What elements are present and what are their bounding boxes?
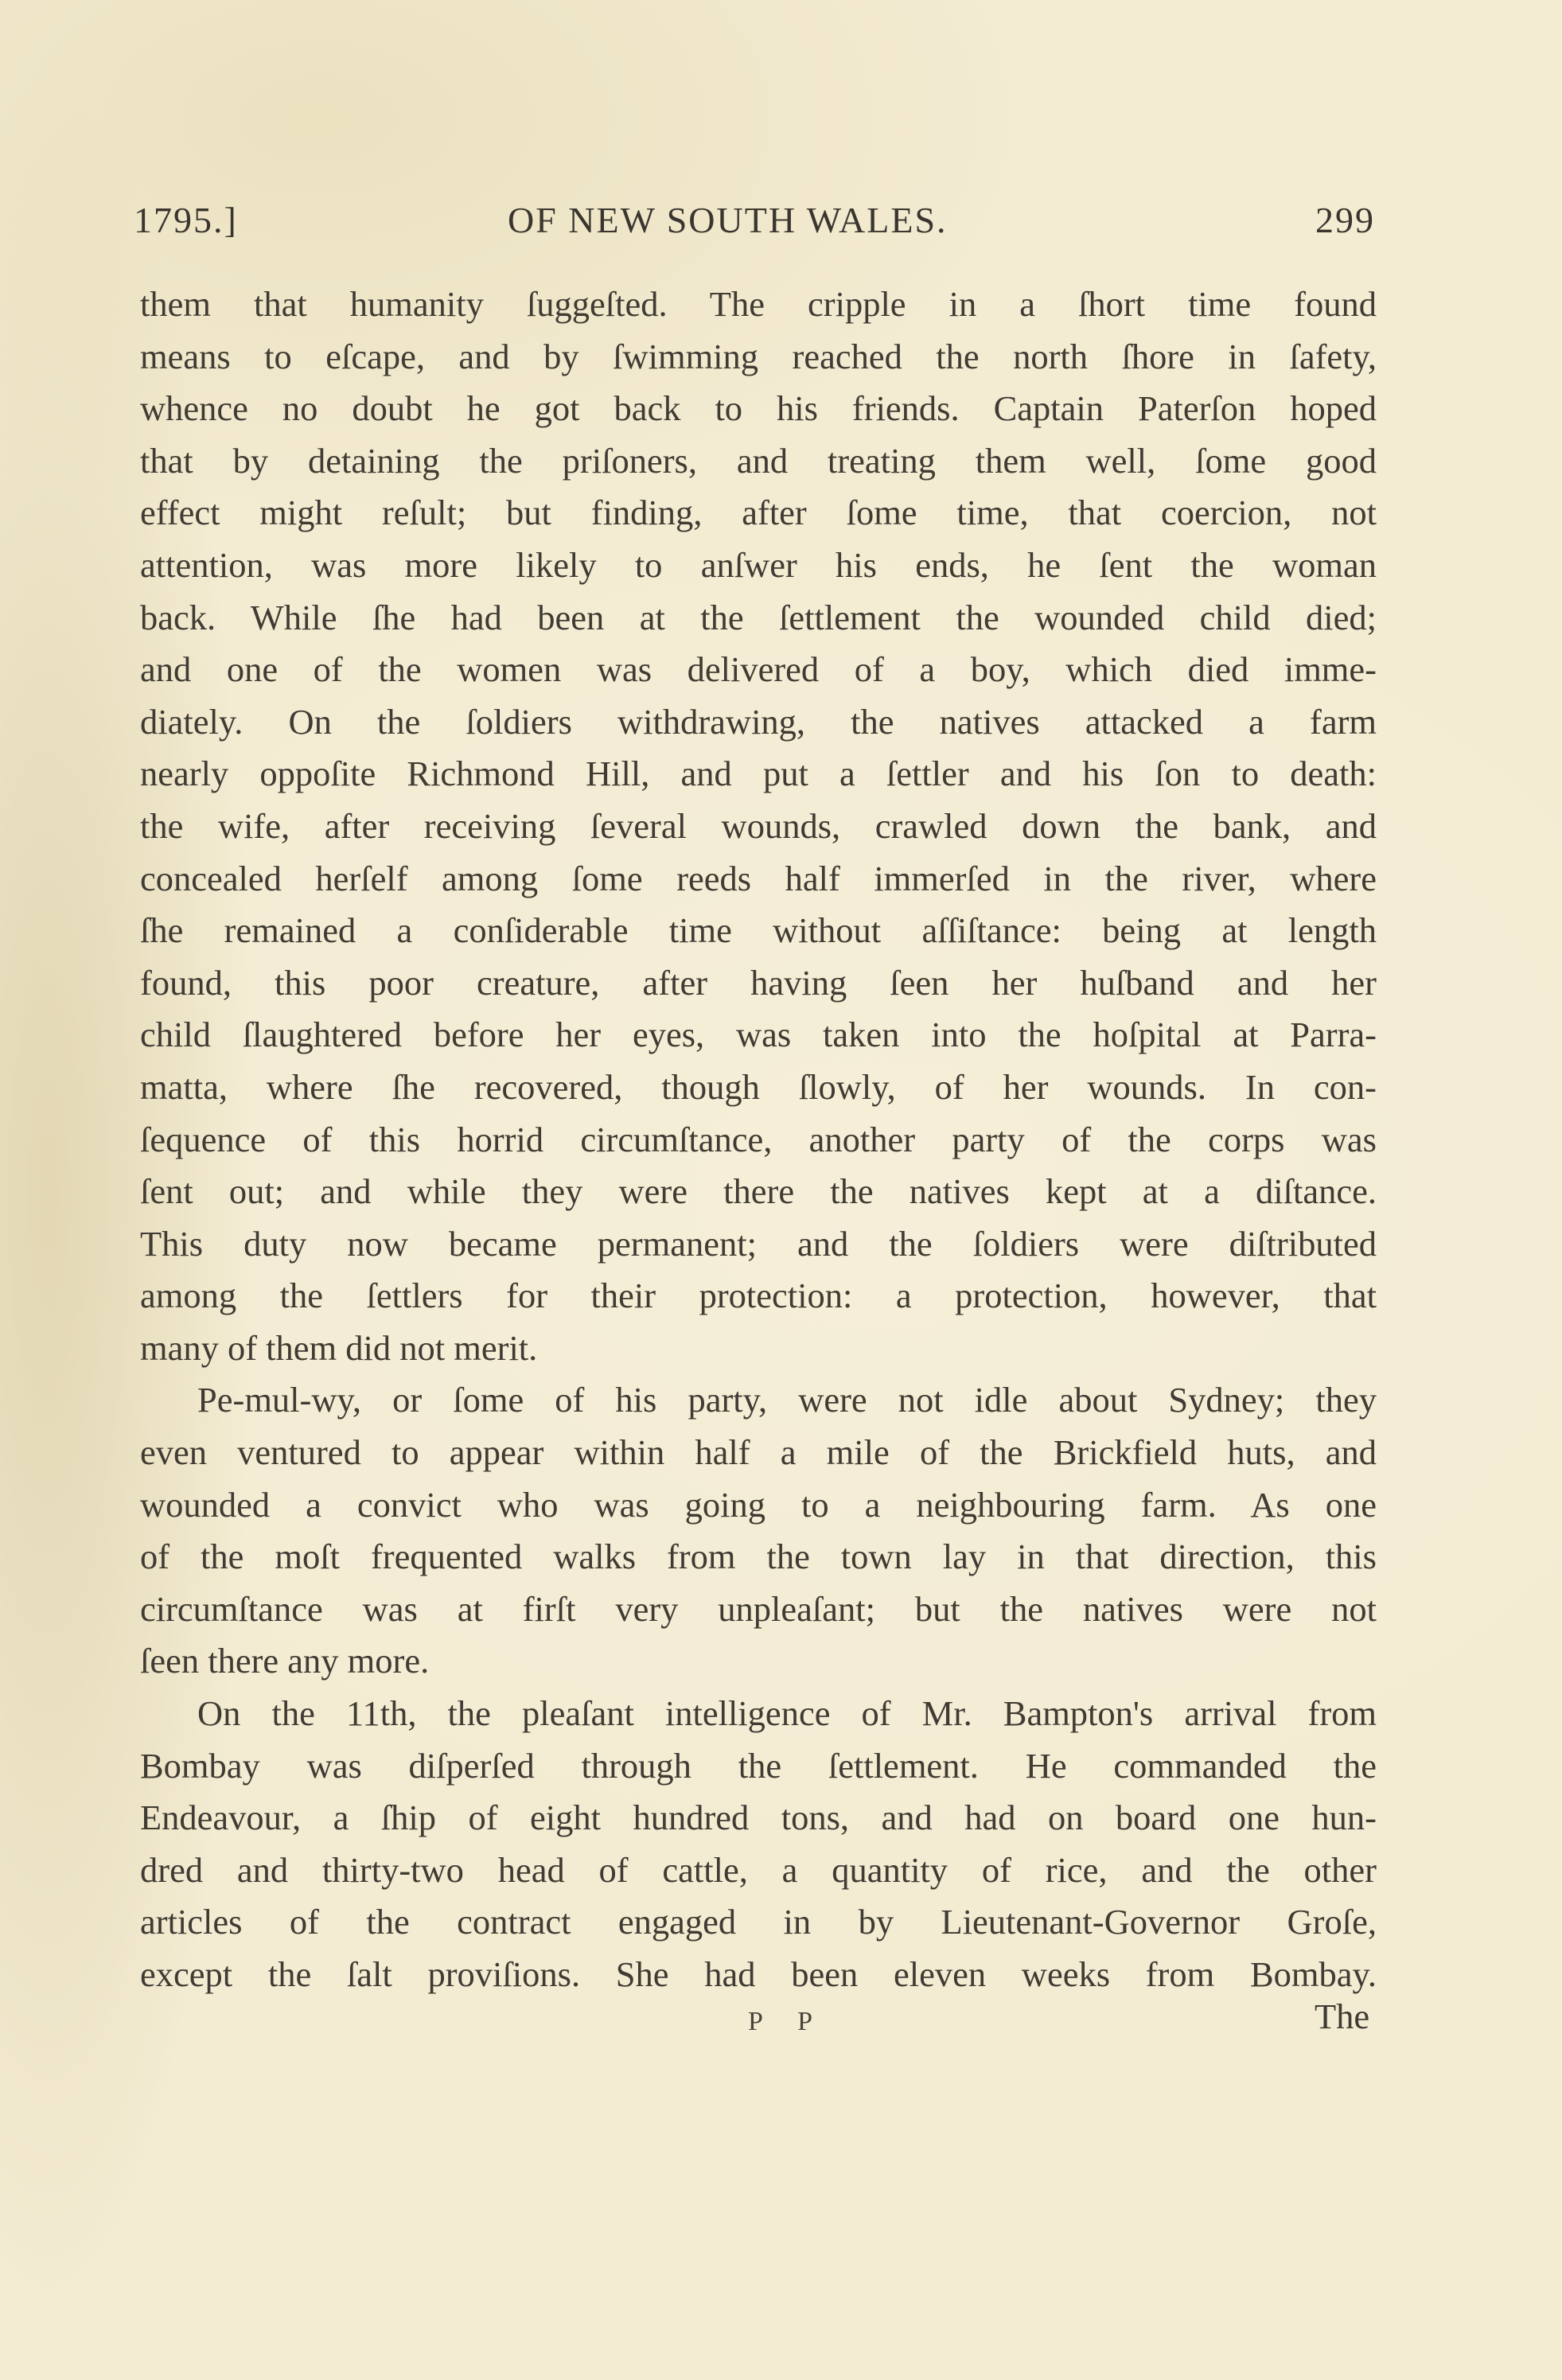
text-line: and one of the women was delivered of a boy, which died imme-: [140, 649, 1377, 690]
text-line: matta, where ſhe recovered, though ſlowly, of her wounds. In con-: [140, 1066, 1377, 1107]
header-title: OF NEW SOUTH WALES.: [508, 200, 948, 240]
text-line: the wife, after receiving ſeveral wounds, crawled down the bank, and: [140, 805, 1377, 846]
text-line: circumſtance was at firſt very unpleaſant; but the natives were not: [140, 1588, 1377, 1629]
text-line: child ſlaughtered before her eyes, was taken into the hoſpital at Parra-: [140, 1015, 1377, 1055]
text-line: except the ſalt proviſions. She had been eleven weeks from Bombay.: [140, 1954, 1377, 1994]
text-line: that by detaining the priſoners, and treating them well, ſome good: [140, 440, 1377, 481]
text-line: concealed herſelf among ſome reeds half immerſed in the river, where: [140, 858, 1377, 898]
text-line: Pe-mul-wy, or ſome of his party, were not idle about Sydney; they: [197, 1380, 1377, 1420]
text-line: effect might reſult; but finding, after ſome time, that coercion, not: [140, 493, 1377, 533]
text-line: whence no doubt he got back to his friends. Captain Paterſon hoped: [140, 388, 1377, 429]
signature-mark: P P: [748, 2007, 828, 2036]
text-line: many of them did not merit.: [140, 1327, 538, 1368]
text-line: This duty now became permanent; and the ſoldiers were diſtributed: [140, 1223, 1377, 1264]
text-line: among the ſettlers for their protection: a protection, however, that: [140, 1276, 1377, 1316]
text-line: Bombay was diſperſed through the ſettlement. He commanded the: [140, 1745, 1377, 1786]
text-line: back. While ſhe had been at the ſettlement the wounded child died;: [140, 597, 1377, 637]
catchword: The: [1315, 1996, 1370, 2036]
text-line: attention, was more likely to anſwer his ends, he ſent the woman: [140, 544, 1377, 585]
text-line: On the 11th, the pleaſant intelligence of Mr. Bampton's arrival from: [197, 1693, 1377, 1734]
text-line: dred and thirty-two head of cattle, a quantity of rice, and the other: [140, 1849, 1377, 1890]
text-line: ſhe remained a conſiderable time without aſſiſtance: being at length: [140, 910, 1377, 951]
text-line: wounded a convict who was going to a neighbouring farm. As one: [140, 1484, 1377, 1525]
text-line: found, this poor creature, after having ſeen her huſband and her: [140, 962, 1377, 1003]
header-year: 1795.]: [134, 200, 238, 240]
running-header: [134, 199, 1375, 250]
text-line: of the moſt frequented walks from the town lay in that direction, this: [140, 1537, 1377, 1577]
text-line: ſent out; and while they were there the natives kept at a diſtance.: [140, 1171, 1377, 1212]
page-number: 299: [1315, 200, 1375, 240]
text-line: Endeavour, a ſhip of eight hundred tons, and had on board one hun-: [140, 1798, 1377, 1838]
text-line: nearly oppoſite Richmond Hill, and put a ſettler and his ſon to death:: [140, 754, 1377, 794]
text-line: ſeen there any more.: [140, 1641, 430, 1681]
text-line: articles of the contract engaged in by Lieutenant-Governor Groſe,: [140, 1902, 1377, 1942]
text-line: diately. On the ſoldiers withdrawing, the natives attacked a farm: [140, 701, 1377, 742]
body-text: [140, 279, 1377, 2001]
text-line: them that humanity ſuggeſted. The cripple in a ſhort time found: [140, 284, 1377, 324]
text-line: means to eſcape, and by ſwimming reached the north ſhore in ſafety,: [140, 336, 1377, 376]
text-line: ſequence of this horrid circumſtance, another party of the corps was: [140, 1119, 1377, 1159]
text-line: even ventured to appear within half a mile of the Brickfield huts, and: [140, 1432, 1377, 1473]
